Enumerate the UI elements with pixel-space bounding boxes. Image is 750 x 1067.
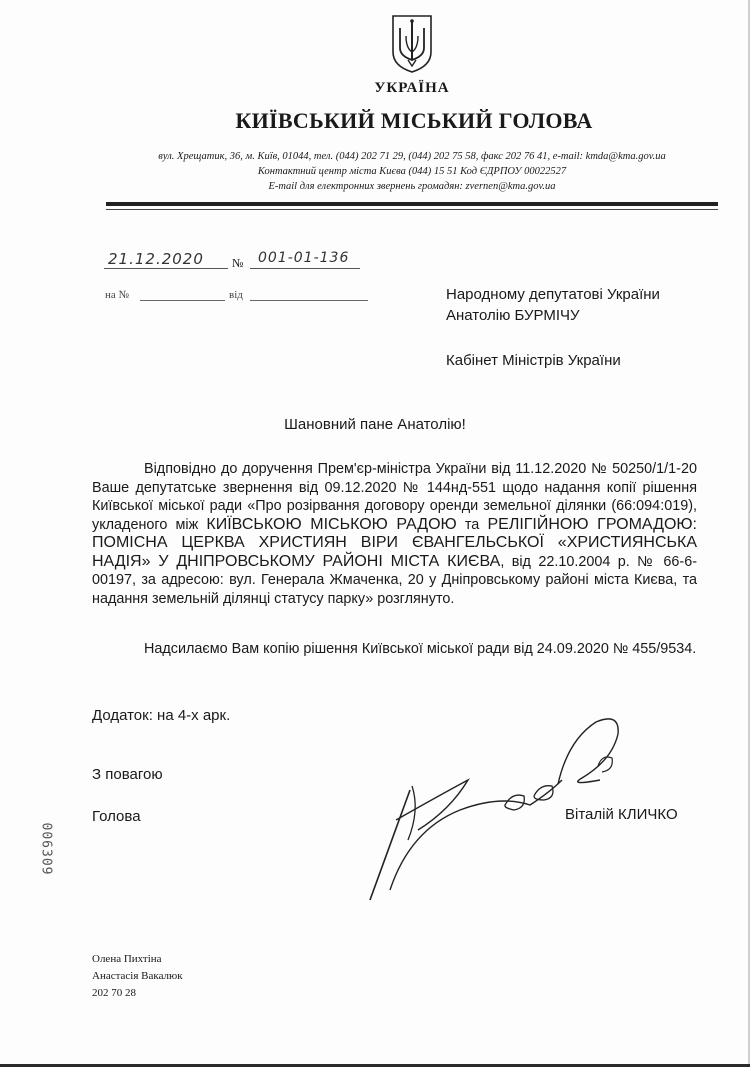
para-1-text-c: , від 22.10.2004 р. № 66-6-00197, за адресою: вул. Генерала Жмаченка, 20 у Дніпровському районі міста Києва, та надання земельній ділянці статусу парку» розглянуто. xyxy=(92,553,697,607)
body-paragraph-2 xyxy=(92,640,697,659)
para-1-caps-b: РЕЛІГІЙНОЮ ГРОМАДОЮ: ПОМІСНА ЦЕРКВА ХРИСТИЯН ВІРИ ЄВАНГЕЛЬСЬКОЇ «ХРИСТИЯНСЬКА НАДІЯ» У ДНІПРОВСЬКОМУ РАЙОНІ МІСТА КИЄВА xyxy=(92,515,697,570)
addressee-title: Народному депутатові України xyxy=(446,286,660,303)
contact-address-line: вул. Хрещатик, 36, м. Київ, 01044, тел. (044) 202 71 29, (044) 202 75 58, факс 202 76 41, e-mail: kmda@kma.gov.ua xyxy=(158,151,666,162)
executor-phone: 202 70 28 xyxy=(92,987,136,999)
attachment-note: Додаток: на 4-х арк. xyxy=(92,707,231,724)
para-2-text: Надсилаємо Вам копію рішення Київської міської ради від 24.09.2020 № 455/9534. xyxy=(144,641,697,657)
header-divider-thin xyxy=(106,209,718,210)
executor-name-1: Олена Пихтіна xyxy=(92,953,162,965)
reference-number-label: на № xyxy=(105,289,130,301)
reference-date-blank xyxy=(250,300,368,301)
closing-regards: З повагою xyxy=(92,766,163,783)
para-1-text-a: Відповідно до доручення Прем'єр-міністра України від 11.12.2020 № 50250/1/1-20 Ваше депутатське звернення від 09.12.2020 № 144нд-551 щодо надання копії рішення Київської міської ради «Про розірвання договору оренди земельної ділянки (66:094:019), укладеного між xyxy=(92,461,697,533)
salutation: Шановний пане Анатолію! xyxy=(284,416,466,433)
trident-emblem-icon xyxy=(389,14,435,74)
addressee-institution: Кабінет Міністрів України xyxy=(446,352,621,369)
contact-center-line: Контактний центр міста Києва (044) 15 51 Код ЄДРПОУ 00022527 xyxy=(257,166,567,177)
number-label: № xyxy=(232,256,244,270)
header-divider-thick xyxy=(106,202,718,206)
signer-name: Віталій КЛИЧКО xyxy=(565,806,678,823)
reference-number-blank xyxy=(140,300,225,301)
number-underline xyxy=(250,268,360,269)
handwritten-signature xyxy=(300,700,630,910)
executor-name-2: Анастасія Вакалюк xyxy=(92,970,183,982)
country-name: УКРАЇНА xyxy=(374,80,450,96)
reference-date-label: від xyxy=(229,289,243,301)
stamp-serial-text: 006309 xyxy=(38,822,54,876)
stamp-serial-number xyxy=(36,814,56,884)
body-paragraph-1 xyxy=(92,460,697,608)
handwritten-outgoing-number: 001-01-136 xyxy=(258,250,350,266)
signer-position: Голова xyxy=(92,808,141,825)
para-1-text-b: та xyxy=(456,516,488,533)
para-1-caps-a: КИЇВСЬКОЮ МІСЬКОЮ РАДОЮ xyxy=(206,515,457,533)
date-underline xyxy=(104,268,228,269)
addressee-name: Анатолію БУРМІЧУ xyxy=(446,307,580,324)
organization-title: КИЇВСЬКИЙ МІСЬКИЙ ГОЛОВА xyxy=(235,108,593,133)
handwritten-date: 21.12.2020 xyxy=(108,250,204,268)
contact-email-line: E-mail для електронних звернень громадян: zvernen@kma.gov.ua xyxy=(268,181,556,192)
